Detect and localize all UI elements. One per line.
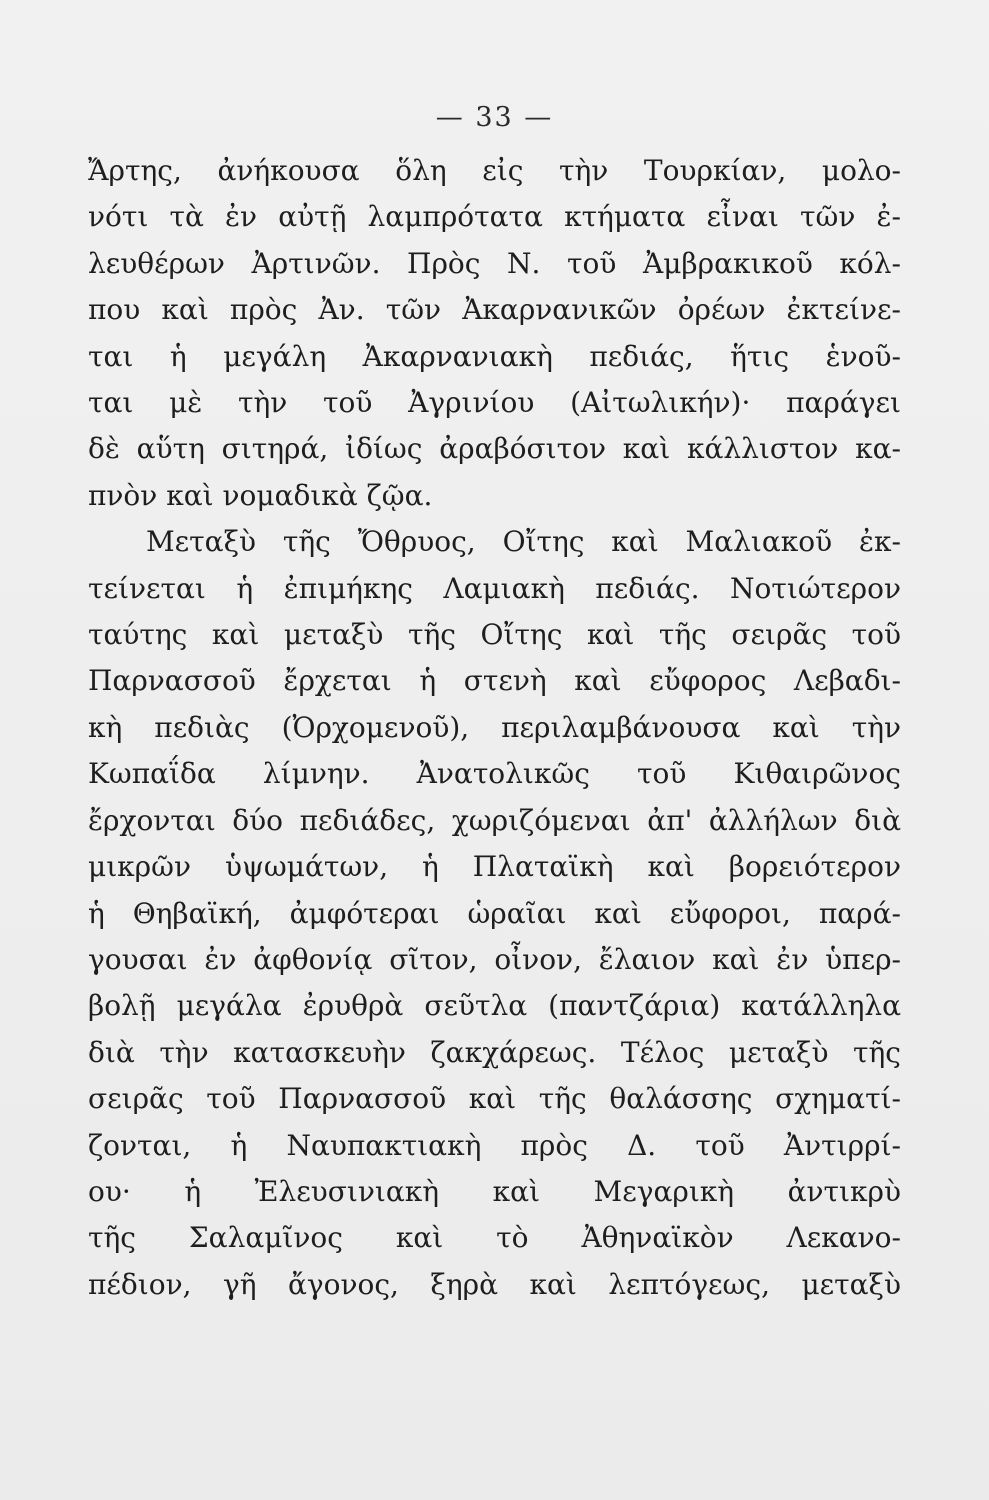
text-line: μικρῶν ὑψωμάτων, ἡ Πλαταϊκὴ καὶ βορειότερον bbox=[88, 850, 901, 884]
paragraph-2 bbox=[88, 519, 901, 1308]
text-line: ται ἡ μεγάλη Ἀκαρνανιακὴ πεδιάς, ἥτις ἑνοῦ- bbox=[88, 339, 901, 373]
text-line: σειρᾶς τοῦ Παρνασσοῦ καὶ τῆς θαλάσσης σχηματί- bbox=[88, 1082, 901, 1116]
text-line: γουσαι ἐν ἀφθονίᾳ σῖτον, οἶνον, ἔλαιον καὶ ἐν ὑπερ- bbox=[88, 942, 901, 976]
text-line: κὴ πεδιὰς (Ὀρχομενοῦ), περιλαμβάνουσα καὶ τὴν bbox=[88, 710, 901, 744]
text-line: που καὶ πρὸς Ἀν. τῶν Ἀκαρνανικῶν ὀρέων ἐκτείνε- bbox=[88, 293, 901, 327]
text-line: διὰ τὴν κατασκευὴν ζακχάρεως. Τέλος μεταξὺ τῆς bbox=[88, 1035, 901, 1069]
text-line: ζονται, ἡ Ναυπακτιακὴ πρὸς Δ. τοῦ Ἀντιρρί- bbox=[88, 1128, 901, 1162]
text-line: νότι τὰ ἐν αὐτῇ λαμπρότατα κτήματα εἶναι τῶν ἐ- bbox=[88, 200, 901, 234]
text-line: τῆς Σαλαμῖνος καὶ τὸ Ἀθηναϊκὸν Λεκανο- bbox=[88, 1221, 901, 1255]
text-line: ταύτης καὶ μεταξὺ τῆς Οἴτης καὶ τῆς σειρᾶς τοῦ bbox=[88, 618, 901, 652]
text-line: Κωπαΐδα λίμνην. Ἀνατολικῶς τοῦ Κιθαιρῶνος bbox=[88, 757, 901, 791]
text-line: ου· ἡ Ἐλευσινιακὴ καὶ Μεγαρικὴ ἀντικρὺ bbox=[88, 1174, 901, 1208]
body-text bbox=[88, 148, 901, 1308]
text-line: βολῇ μεγάλα ἐρυθρὰ σεῦτλα (παντζάρια) κατάλληλα bbox=[88, 989, 901, 1023]
text-line: τείνεται ἡ ἐπιμήκης Λαμιακὴ πεδιάς. Νοτιώτερον bbox=[88, 571, 901, 605]
paragraph-1 bbox=[88, 148, 901, 519]
page-number: — 33 — bbox=[435, 102, 554, 133]
text-line: Παρνασσοῦ ἔρχεται ἡ στενὴ καὶ εὔφορος Λεβαδι- bbox=[88, 664, 901, 698]
text-line: πνὸν καὶ νομαδικὰ ζῷα. bbox=[88, 478, 433, 512]
text-line: δὲ αὕτη σιτηρά, ἰδίως ἀραβόσιτον καὶ κάλλιστον κα- bbox=[88, 432, 901, 466]
text-line: ται μὲ τὴν τοῦ Ἀγρινίου (Αἰτωλικήν)· παράγει bbox=[88, 386, 901, 420]
text-line: ἔρχονται δύο πεδιάδες, χωριζόμεναι ἀπ' ἀλλήλων διὰ bbox=[88, 803, 901, 837]
text-line: Μεταξὺ τῆς Ὄθρυος, Οἴτης καὶ Μαλιακοῦ ἐκ- bbox=[146, 525, 901, 559]
text-line: ἡ Θηβαϊκή, ἀμφότεραι ὡραῖαι καὶ εὔφοροι, παρά- bbox=[88, 896, 901, 930]
text-line: λευθέρων Ἀρτινῶν. Πρὸς Ν. τοῦ Ἀμβρακικοῦ κόλ- bbox=[88, 246, 901, 280]
text-line: πέδιον, γῆ ἄγονος, ξηρὰ καὶ λεπτόγεως, μεταξὺ bbox=[88, 1267, 901, 1301]
text-line: Ἄρτης, ἀνήκουσα ὅλη εἰς τὴν Τουρκίαν, μολο- bbox=[88, 154, 901, 187]
